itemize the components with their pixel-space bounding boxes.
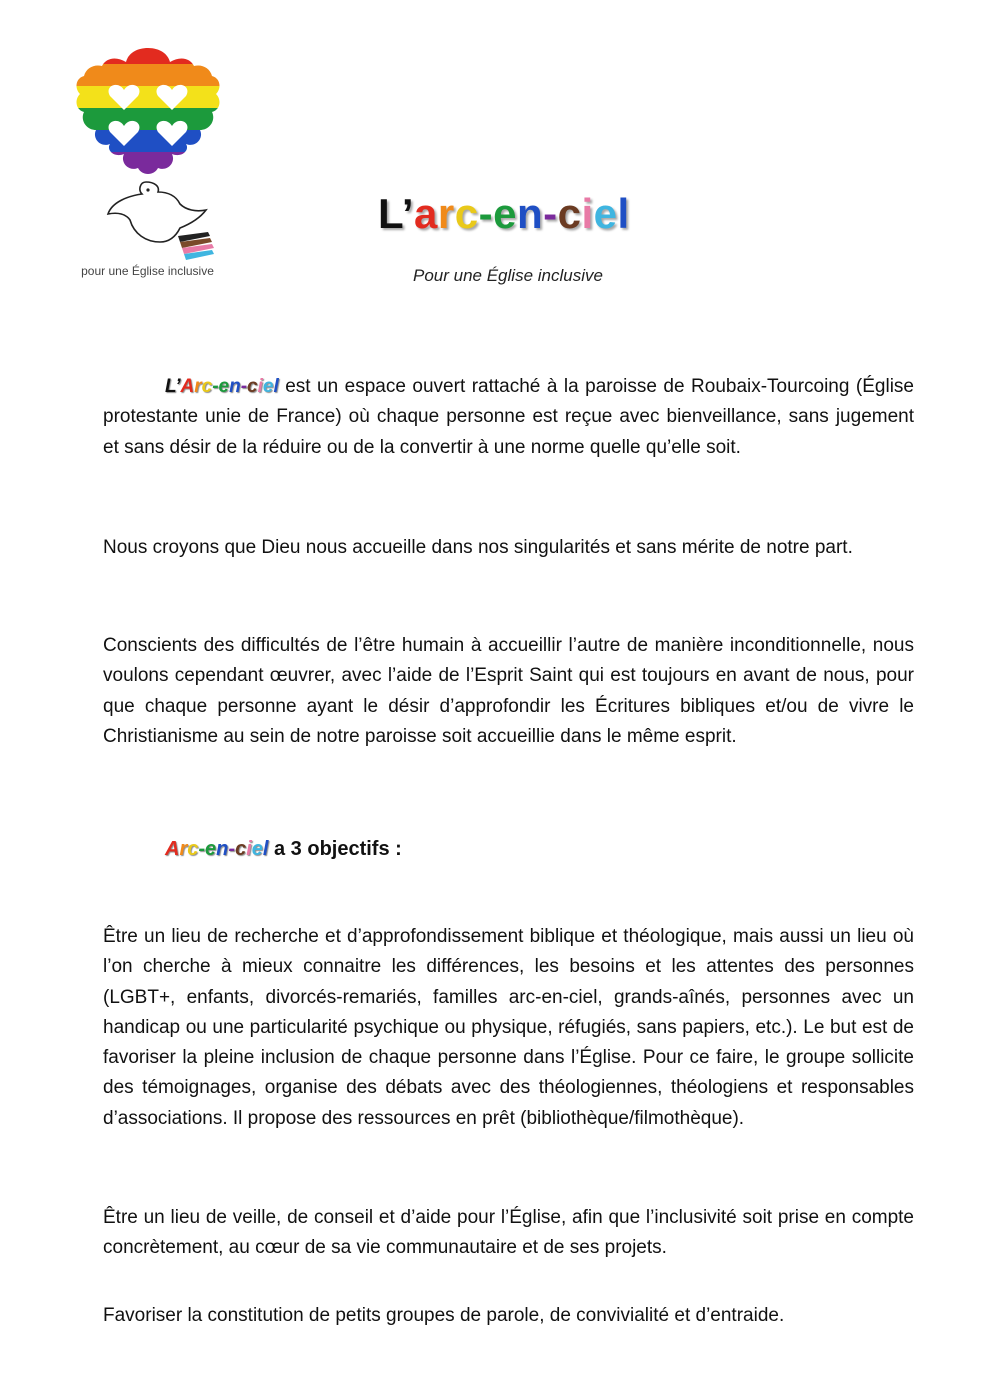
objectives-heading-text: a 3 objectifs :: [268, 838, 402, 860]
objective-3: Favoriser la constitution de petits groupes de parole, de convivialité et d’entraide.: [103, 1305, 785, 1326]
title-part: c: [557, 190, 582, 237]
rainbow-cross-logo-icon: [66, 40, 231, 285]
title-part: n: [516, 190, 544, 237]
title-part: a: [414, 190, 438, 237]
objective-1: Être un lieu de recherche et d’approfondissement biblique et théologique, mais aussi un lieu où l’on cherche à mieux connaitre les différences, les besoins et les attentes des personnes (LGBT+, enfants, divorcés-remariés, familles arc-en-ciel, grands-aînés, personnes avec un handicap ou une particularité psychique ou physique, réfugiés, sans papiers, etc.). Le but est de favoriser la pleine inclusion de chaque personne dans l’Église. Pour ce faire, le groupe sollicite des témoignages, organise des débats avec des théologiennes, théologiens et responsables d’associations. Il propose des ressources en prêt (bibliothèque/filmothèque).: [103, 926, 914, 1129]
title-part: e: [493, 190, 517, 237]
title-part: r: [437, 190, 455, 237]
title-part: e: [593, 190, 618, 237]
paragraph-belief: Nous croyons que Dieu nous accueille dans nos singularités et sans mérite de notre part.: [103, 537, 853, 558]
intro-text: est un espace ouvert rattaché à la paroisse de Roubaix-Tourcoing (Église protestante unie de France) où chaque personne est reçue avec bienveillance, sans jugement et sans désir de la réduire ou de la convertir à une norme quelle qu’elle soit.: [103, 376, 914, 458]
title-part: i: [581, 190, 594, 237]
intro-paragraph: [103, 372, 914, 463]
title-part: -: [478, 190, 494, 237]
logo-caption: pour une Église inclusive: [81, 264, 214, 278]
title-part: L’: [378, 190, 415, 237]
page-title: [378, 190, 630, 238]
title-part: -: [543, 190, 558, 237]
paragraph-mission: Conscients des difficultés de l’être humain à accueillir l’autre de manière inconditionnelle, nous voulons cependant œuvrer, avec l’aide de l’Esprit Saint qui est toujours en avant de nous, pour que chaque personne ayant le désir d’approfondir les Écritures bibliques et/ou de vivre le Christianisme au sein de notre paroisse soit accueillie dans le même esprit.: [103, 635, 914, 747]
intro-brand-name: L’Arc-en-ciel: [165, 376, 279, 397]
objectives-brand-name: Arc-en-ciel: [165, 838, 269, 860]
title-part: l: [617, 190, 630, 237]
objective-2: Être un lieu de veille, de conseil et d’aide pour l’Église, afin que l’inclusivité soit prise en compte concrètement, au cœur de sa vie communautaire et de ses projets.: [103, 1207, 914, 1259]
page-subtitle: Pour une Église inclusive: [413, 266, 603, 285]
objectives-heading: [103, 834, 914, 864]
title-part: c: [454, 190, 479, 237]
